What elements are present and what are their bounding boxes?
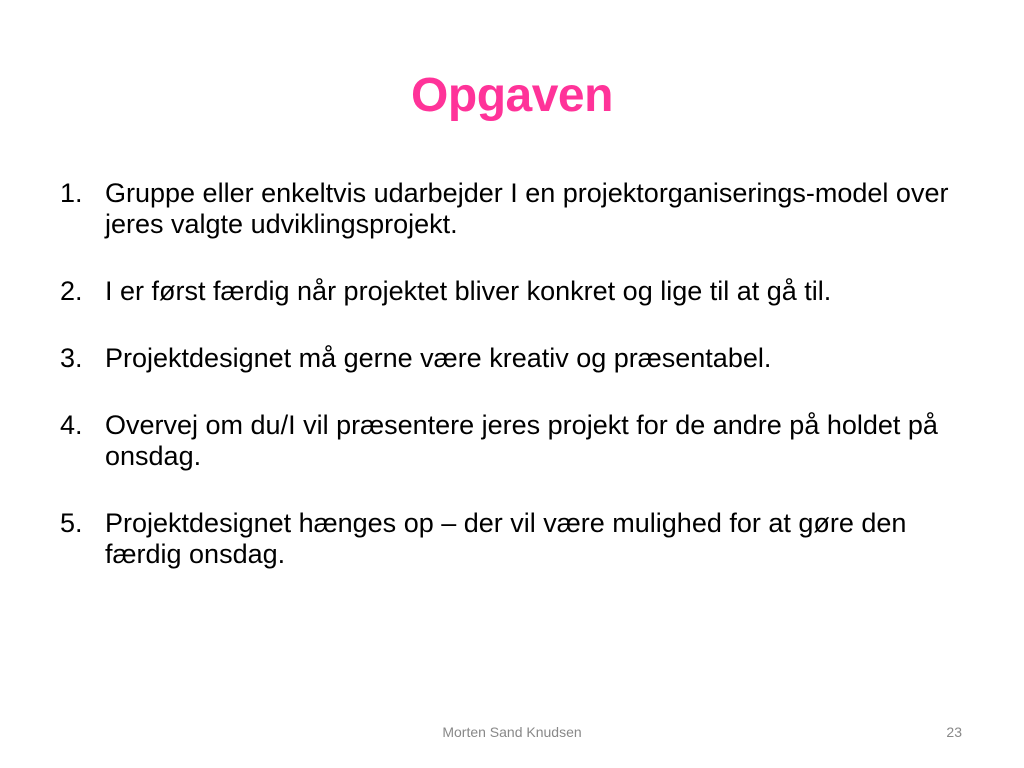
slide-title: Opgaven [411,69,613,122]
footer-author: Morten Sand Knudsen [442,724,582,740]
list-item-number: 2. [60,276,83,306]
list-item-text: I er først færdig når projektet bliver konkret og lige til at gå til. [105,276,832,306]
list-item [60,276,970,307]
list-item [60,178,970,240]
list-item [60,343,970,374]
task-list [60,178,970,606]
list-item [60,508,970,570]
list-item-number: 5. [60,508,83,538]
list-item-text: Projektdesignet hænges op – der vil være mulighed for at gøre den færdig onsdag. [105,508,907,569]
list-item-text: Gruppe eller enkeltvis udarbejder I en projektorganiserings-model over jeres valgte udviklingsprojekt. [105,178,949,239]
list-item-number: 3. [60,343,83,373]
list-item-text: Projektdesignet må gerne være kreativ og præsentabel. [105,343,772,373]
list-item [60,410,970,472]
list-item-number: 4. [60,410,83,440]
list-item-number: 1. [60,178,83,208]
footer-page-number: 23 [946,724,962,740]
list-item-text: Overvej om du/I vil præsentere jeres projekt for de andre på holdet på onsdag. [105,410,938,471]
